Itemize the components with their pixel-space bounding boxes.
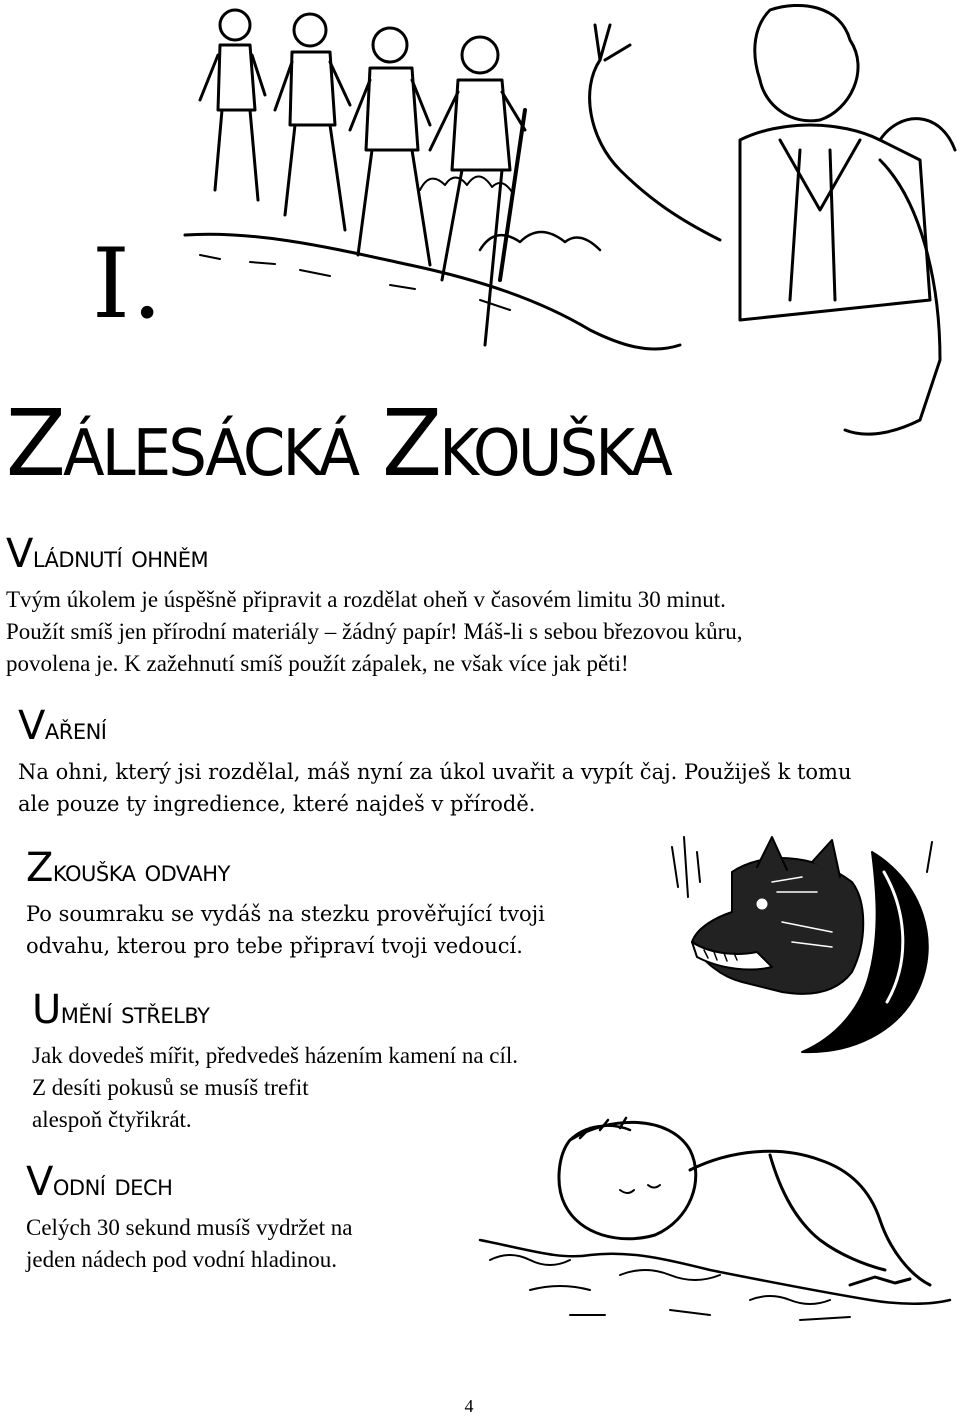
section-fire (6, 532, 926, 680)
section-heading: Umění střelby (32, 987, 210, 1033)
section-text: Tvým úkolem je úspěšně připravit a rozdělat oheň v časovém limitu 30 minut. Použít smíš jen přírodní materiály – žádný papír! Máš-li s sebou březovou kůru, povolena je. K zažehnutí smíš použít zápalek, ne však více jak pěti! (6, 587, 743, 676)
wolf-moon-illustration (662, 832, 952, 1062)
chapter-title: Zálesácká Zkouška (6, 390, 670, 497)
section-text: Jak dovedeš mířit, předvedeš házením kamení na cíl. Z desíti pokusů se musíš trefit alespoň čtyřikrát. (32, 1043, 519, 1132)
page-number: 4 (464, 1396, 474, 1416)
section-breath (26, 1160, 506, 1276)
chapter-number: I. (92, 228, 165, 340)
section-text: Na ohni, který jsi rozdělal, máš nyní za úkol uvařit a vypít čaj. Použiješ k tomu ale pouze ty ingredience, které najdeš v přírodě. (18, 760, 852, 816)
section-cooking (18, 704, 938, 820)
section-text: Celých 30 sekund musíš vydržet na jeden nádech pod vodní hladinou. (26, 1215, 353, 1272)
section-heading: Vaření (18, 703, 107, 749)
swimming-boy-illustration (470, 1110, 955, 1340)
section-heading: Vládnutí ohněm (6, 531, 209, 577)
section-heading: Vodní dech (26, 1159, 173, 1205)
section-courage (26, 846, 666, 962)
section-text: Po soumraku se vydáš na stezku prověřující tvoji odvahu, kterou pro tebe připraví tvoji vedoucí. (26, 902, 545, 958)
section-heading: Zkouška odvahy (26, 845, 230, 891)
